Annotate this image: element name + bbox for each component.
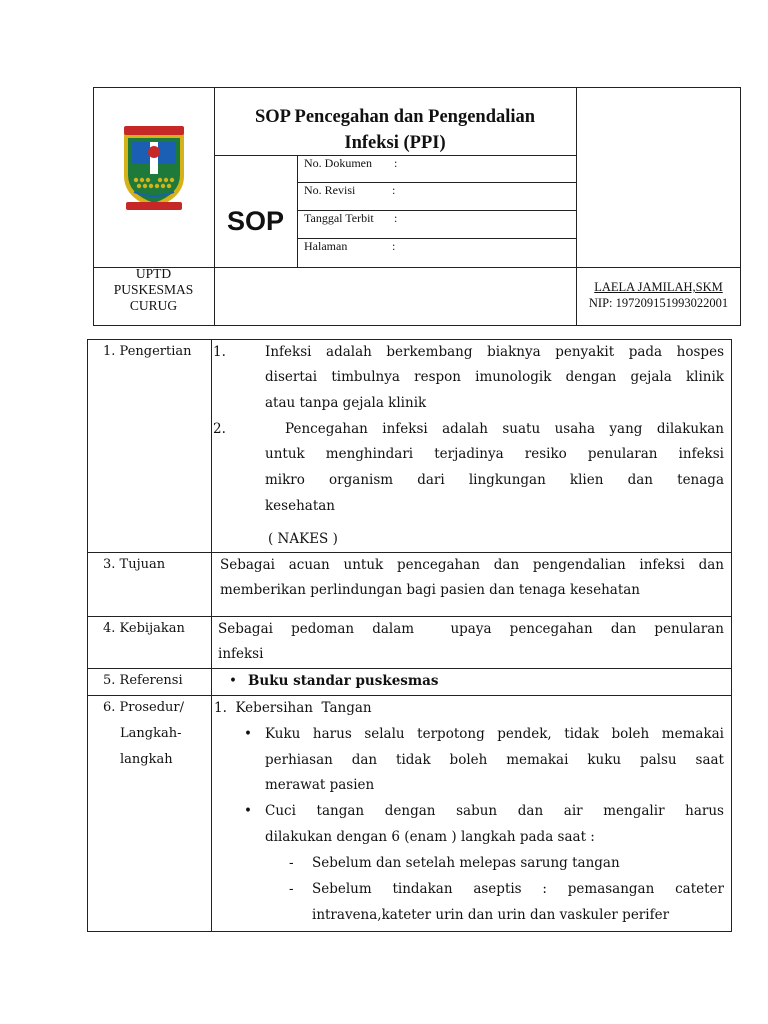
pengertian-item-2-line-4: kesehatan [265, 498, 335, 514]
tujuan-line-2: memberikan perlindungan bagi pasien dan tenaga kesehatan [220, 582, 640, 598]
prosedur-b1-line-2: perhiasan dan tidak boleh memakai kuku palsu saat [265, 752, 724, 768]
meta-no-dokumen [304, 156, 372, 171]
pengertian-item-1-line-1: Infeksi adalah berkembang biaknya penyakit pada hospes [265, 344, 724, 360]
pengertian-num-1: 1. [213, 344, 226, 360]
label-pengertian: 1. Pengertian [103, 344, 192, 359]
pengertian-item-1-line-3: atau tanpa gejala klinik [265, 395, 427, 411]
label-referensi: 5. Referensi [103, 673, 183, 688]
pengertian-item-1-line-2: disertai timbulnya respon imunologik dengan gejala klinik [265, 369, 724, 385]
meta-label: Halaman [304, 239, 348, 253]
label-kebijakan: 4. Kebijakan [103, 621, 185, 636]
prosedur-dash-1: - [289, 855, 294, 871]
prosedur-bullet-1: • [244, 726, 252, 742]
pengertian-item-2-line-3: mikro organism dari lingkungan klien dan tenaga [265, 472, 724, 488]
title-line-2: Infeksi (PPI) [344, 133, 446, 153]
referensi-bullet: • [229, 673, 237, 689]
prosedur-bullet-2: • [244, 803, 252, 819]
prosedur-d2-line-1: Sebelum tindakan aseptis : pemasangan cateter [312, 881, 724, 897]
kebijakan-line-2: infeksi [218, 646, 264, 662]
meta-label: No. Dokumen [304, 156, 372, 170]
pengertian-nakes: ( NAKES ) [268, 531, 338, 547]
prosedur-b1-line-3: merawat pasien [265, 777, 375, 793]
label-tujuan: 3. Tujuan [103, 557, 166, 572]
meta-label: No. Revisi [304, 183, 356, 197]
signer-block [576, 279, 741, 311]
signer-name: LAELA JAMILAH,SKM [594, 280, 723, 294]
prosedur-d1: Sebelum dan setelah melepas sarung tangan [312, 855, 620, 871]
pengertian-item-2-line-1: Pencegahan infeksi adalah suatu usaha yang dilakukan [285, 421, 724, 437]
org-line-3: CURUG [129, 298, 178, 313]
sop-label: SOP [226, 206, 285, 236]
organization-name [93, 266, 214, 314]
document-title [214, 104, 576, 156]
pengertian-item-2-line-2: untuk menghindari terjadinya resiko penularan infeksi [265, 446, 724, 462]
prosedur-step-title: 1. Kebersihan Tangan [214, 700, 372, 716]
tujuan-line-1: Sebagai acuan untuk pencegahan dan pengendalian infeksi dan [220, 557, 724, 573]
prosedur-b2-line-1: Cuci tangan dengan sabun dan air mengalir harus [265, 803, 724, 819]
label-prosedur-line-1: 6. Prosedur/ [103, 700, 184, 715]
pengertian-num-2: 2. [213, 421, 226, 437]
label-prosedur-line-2: Langkah- [120, 726, 182, 741]
prosedur-b2-line-2: dilakukan dengan 6 (enam ) langkah pada saat : [265, 829, 595, 845]
referensi-item: Buku standar puskesmas [248, 673, 439, 689]
meta-tanggal-terbit [304, 211, 374, 226]
label-prosedur-line-3: langkah [120, 752, 173, 767]
prosedur-dash-2: - [289, 881, 294, 897]
meta-label: Tanggal Terbit [304, 211, 374, 225]
meta-colon: : [394, 156, 398, 170]
title-line-1: SOP Pencegahan dan Pengendalian [254, 107, 536, 127]
org-line-2: PUSKESMAS [113, 282, 194, 297]
meta-colon: : [392, 183, 396, 197]
prosedur-b1-line-1: Kuku harus selalu terpotong pendek, tidak boleh memakai [265, 726, 724, 742]
meta-colon: : [392, 239, 396, 253]
meta-colon: : [394, 211, 398, 225]
label-prosedur [103, 695, 184, 773]
meta-no-revisi [304, 183, 355, 198]
meta-halaman [304, 239, 347, 254]
prosedur-d2-line-2: intravena,kateter urin dan urin dan vaskuler perifer [312, 907, 670, 923]
logo [116, 124, 192, 212]
org-line-1: UPTD [135, 266, 172, 281]
signer-nip: NIP: 197209151993022001 [588, 296, 729, 310]
kebijakan-line-1: Sebagai pedoman dalam upaya pencegahan dan penularan [218, 621, 724, 637]
